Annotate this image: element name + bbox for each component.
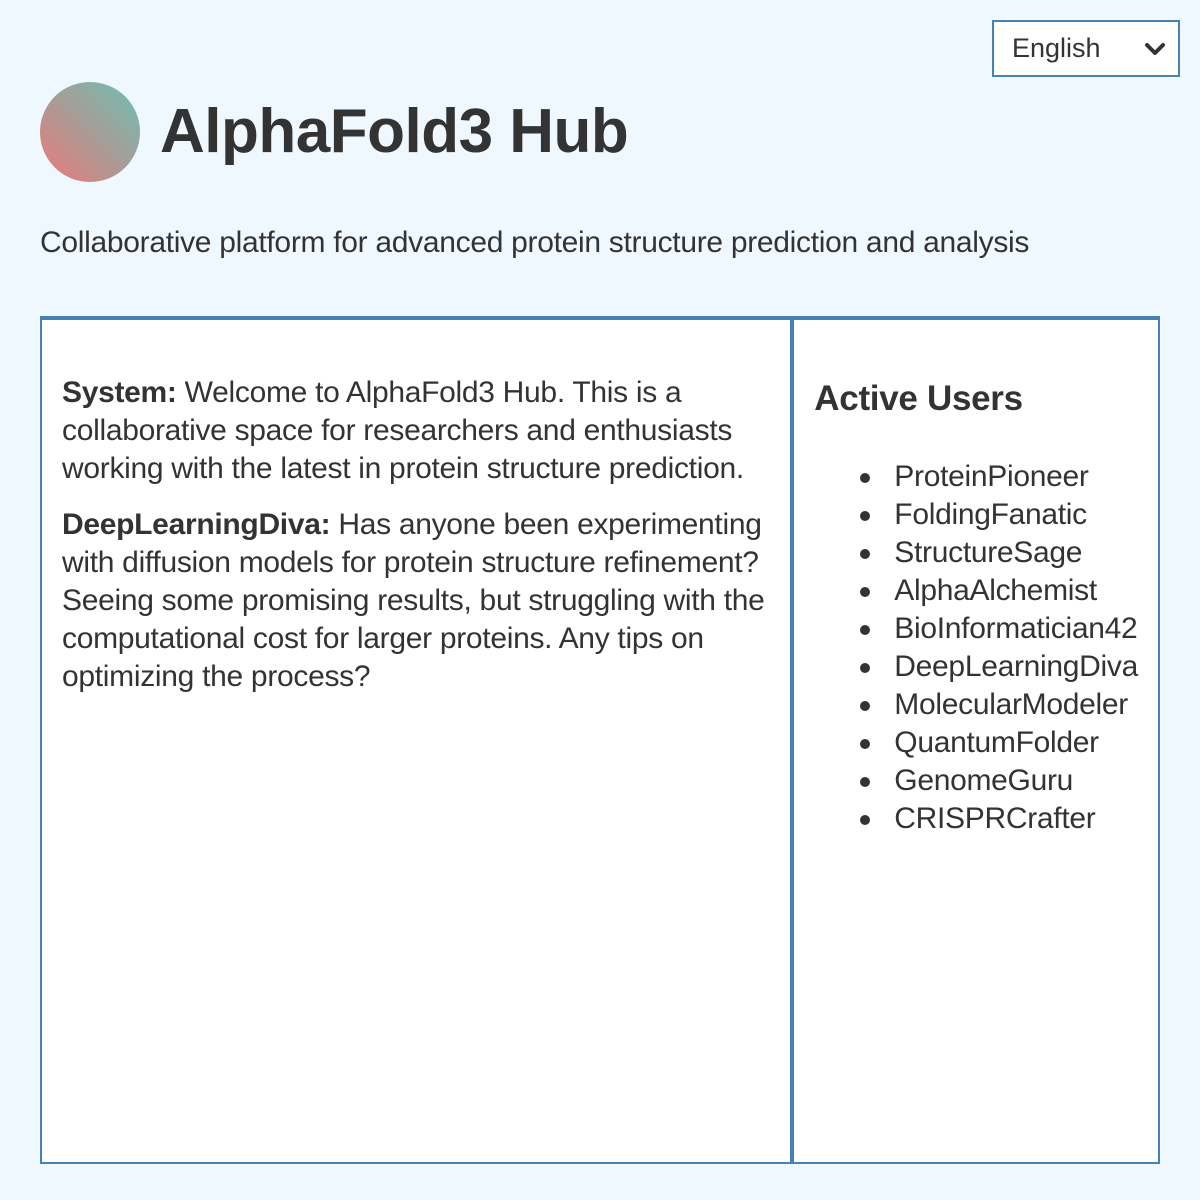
active-users-panel: [794, 320, 1158, 1162]
language-select[interactable]: [992, 20, 1180, 77]
user-list-item: FoldingFanatic: [894, 496, 1138, 534]
page-subtitle: Collaborative platform for advanced protein structure prediction and analysis: [40, 226, 1030, 259]
user-list-item: AlphaAlchemist: [894, 572, 1138, 610]
main-container: [40, 316, 1160, 1164]
user-list-item: DeepLearningDiva: [894, 648, 1138, 686]
logo-icon: [40, 82, 140, 182]
message-sender: System:: [62, 376, 177, 409]
chat-panel[interactable]: [42, 320, 794, 1162]
user-list-item: CRISPRCrafter: [894, 800, 1138, 838]
active-users-list: [814, 458, 1138, 838]
user-list-item: ProteinPioneer: [894, 458, 1138, 496]
chevron-down-icon: [1144, 41, 1166, 57]
user-list-item: QuantumFolder: [894, 724, 1138, 762]
user-list-item: StructureSage: [894, 534, 1138, 572]
message-text: Has anyone been experimenting with diffusion models for protein structure refinement? Seeing some promising results, but struggling with the computational cost for larger proteins. Any tips on optimizing the process?: [62, 508, 765, 693]
chat-message: [62, 506, 770, 696]
user-list-item: MolecularModeler: [894, 686, 1138, 724]
user-list-item: BioInformatician42: [894, 610, 1138, 648]
message-text: Welcome to AlphaFold3 Hub. This is a collaborative space for researchers and enthusiasts working with the latest in protein structure prediction.: [62, 376, 744, 485]
message-sender: DeepLearningDiva:: [62, 508, 331, 541]
active-users-heading: Active Users: [814, 379, 1023, 418]
page-title: AlphaFold3 Hub: [160, 97, 629, 166]
chat-message: [62, 374, 770, 488]
user-list-item: GenomeGuru: [894, 762, 1138, 800]
header: [40, 82, 628, 182]
language-select-value: English: [1012, 33, 1101, 63]
